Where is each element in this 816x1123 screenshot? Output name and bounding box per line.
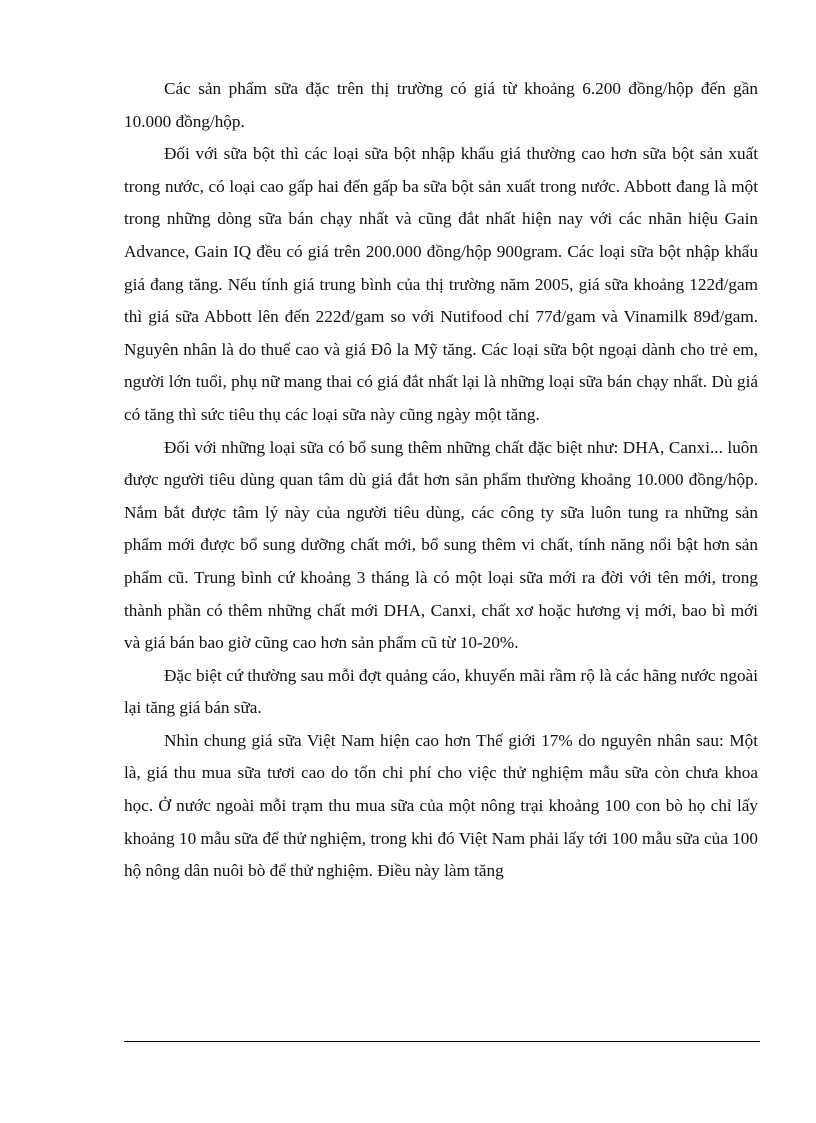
- paragraph-advertising-price-rise: Đặc biệt cứ thường sau mỗi đợt quảng cáo, khuyến mãi rầm rộ là các hãng nước ngoài lại tăng giá bán sữa.: [124, 665, 758, 718]
- paragraph-powdered-milk-prices: Đối với sữa bột thì các loại sữa bột nhập khẩu giá thường cao hơn sữa bột sản xuất trong nước, có loại cao gấp hai đến gấp ba sữa bột sản xuất trong nước. Abbott đang là một trong những dòng sữa bán chạy nhất và cũng đắt nhất hiện nay với các nhãn hiệu Gain Advance, Gain IQ đều có giá trên 200.000 đồng/hộp 900gram. Các loại sữa bột nhập khẩu giá đang tăng. Nếu tính giá trung bình của thị trường năm 2005, giá sữa khoảng 122đ/gam thì giá sữa Abbott lên đến 222đ/gam so với Nutifood chỉ 77đ/gam và Vinamilk 89đ/gam. Nguyên nhân là do thuế cao và giá Đô la Mỹ tăng. Các loại sữa bột ngoại dành cho trẻ em, người lớn tuổi, phụ nữ mang thai có giá đắt nhất lại là những loại sữa bán chạy nhất. Dù giá có tăng thì sức tiêu thụ các loại sữa này cũng ngày một tăng.: [124, 144, 758, 424]
- paragraph-condensed-milk-prices: Các sản phẩm sữa đặc trên thị trường có giá từ khoảng 6.200 đồng/hộp đến gần 10.000 đồng/hộp.: [124, 79, 758, 131]
- body-text: [124, 73, 758, 888]
- footer-divider: [124, 1041, 760, 1042]
- paragraph-vietnam-milk-price-causes: Nhìn chung giá sữa Việt Nam hiện cao hơn Thế giới 17% do nguyên nhân sau: Một là, giá thu mua sữa tươi cao do tốn chi phí cho việc thử nghiệm mẫu sữa còn chưa khoa học. Ở nước ngoài mỗi trạm thu mua sữa của một nông trại khoảng 100 con bò họ chỉ lấy khoảng 10 mẫu sữa để thử nghiệm, trong khi đó Việt Nam phải lấy tới 100 mẫu sữa của 100 hộ nông dân nuôi bò để thử nghiệm. Điều này làm tăng: [124, 730, 758, 881]
- paragraph-fortified-milk: Đối với những loại sữa có bổ sung thêm những chất đặc biệt như: DHA, Canxi... luôn được người tiêu dùng quan tâm dù giá đắt hơn sản phẩm thường khoảng 10.000 đồng/hộp. Nắm bắt được tâm lý này của người tiêu dùng, các công ty sữa luôn tung ra những sản phẩm mới được bổ sung dưỡng chất mới, bổ sung thêm vi chất, tính năng nổi bật hơn sản phẩm cũ. Trung bình cứ khoảng 3 tháng là có một loại sữa mới ra đời với tên mới, trong thành phần có thêm những chất mới DHA, Canxi, chất xơ hoặc hương vị mới, bao bì mới và giá bán bao giờ cũng cao hơn sản phẩm cũ từ 10-20%.: [124, 437, 758, 653]
